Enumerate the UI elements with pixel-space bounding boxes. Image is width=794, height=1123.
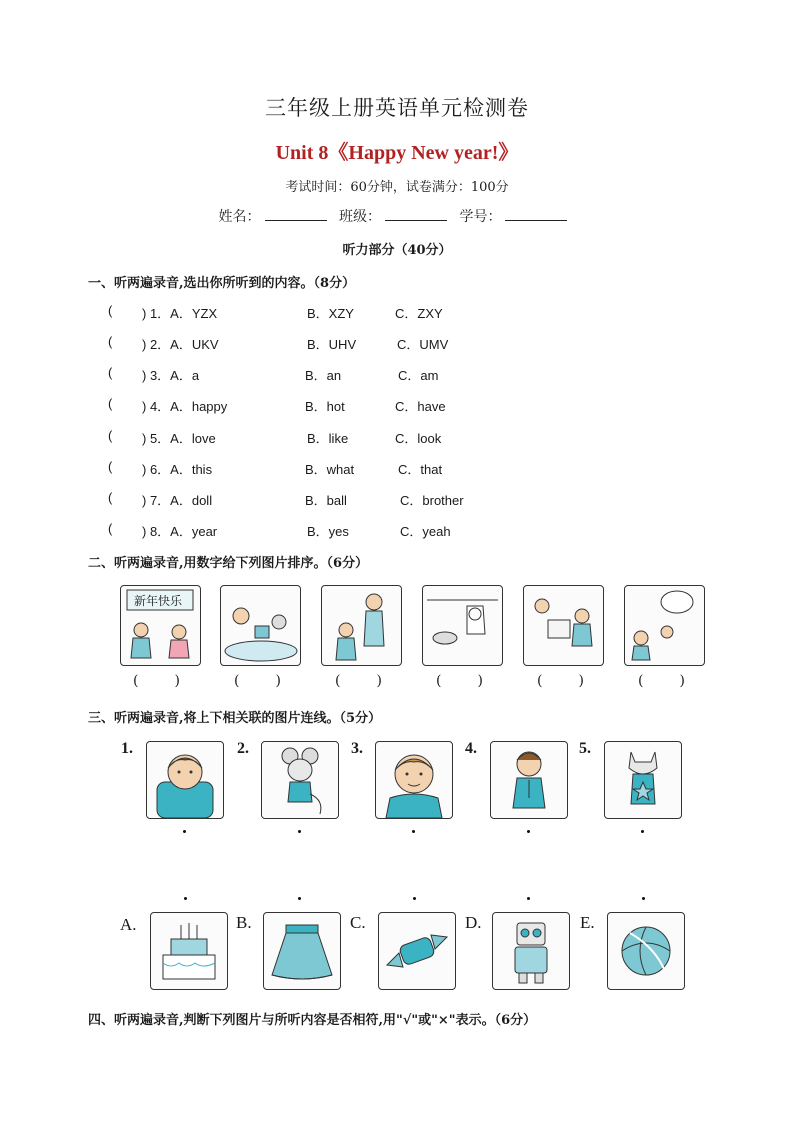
connect-dot[interactable]	[298, 897, 301, 900]
connect-dot[interactable]	[527, 830, 530, 833]
option-letter: D.	[465, 913, 482, 932]
skirt-picture	[263, 912, 341, 990]
family-icon	[322, 586, 401, 665]
option-letter: E.	[580, 913, 595, 932]
answer-bracket[interactable]: ( )	[638, 673, 685, 689]
question-row: ( ) 8．A．year B．yes C．yeah	[108, 521, 451, 539]
ball-icon	[608, 913, 684, 989]
banner-text: 新年快乐	[134, 594, 183, 608]
exam-title: 三年级上册英语单元检测卷	[265, 96, 529, 120]
class-label: 班级：	[339, 209, 381, 225]
connect-dot[interactable]	[412, 830, 415, 833]
cat-picture	[604, 741, 682, 819]
robot-picture	[492, 912, 570, 990]
section2-heading: 二、听两遍录音,用数字给下列图片排序。（6分）	[88, 556, 369, 571]
unit-subtitle: Unit 8《Happy New year!》	[275, 142, 519, 164]
question-row: ( ) 7．A．doll B．ball C．brother	[108, 490, 464, 508]
box-picture	[523, 585, 604, 666]
connect-dot[interactable]	[298, 830, 301, 833]
option-letter: A.	[120, 915, 137, 934]
exam-info: 考试时间：60分钟，试卷满分：100分	[285, 180, 509, 195]
candy-icon	[379, 913, 455, 989]
greeting-picture	[120, 585, 201, 666]
candy-picture	[378, 912, 456, 990]
skirt-icon	[264, 913, 340, 989]
gift-icon	[221, 586, 300, 665]
mouse-picture	[261, 741, 339, 819]
name-label: 姓名：	[218, 209, 261, 225]
girl-picture	[490, 741, 568, 819]
item-number: 5.	[579, 740, 591, 757]
connect-dot[interactable]	[184, 897, 187, 900]
listening-part-title: 听力部分（40分）	[342, 243, 452, 258]
boy-face-icon	[376, 742, 452, 818]
item-number: 2.	[237, 740, 249, 757]
answer-bracket[interactable]: ( )	[133, 673, 180, 689]
connect-dot[interactable]	[527, 897, 530, 900]
question-row: ( ) 6．A．this B．what C．that	[108, 459, 443, 477]
connect-dot[interactable]	[641, 830, 644, 833]
connect-dot[interactable]	[642, 897, 645, 900]
family-picture	[321, 585, 402, 666]
item-number: 1.	[121, 740, 133, 757]
cake-picture	[150, 912, 228, 990]
thought-bubble-icon	[625, 586, 704, 665]
dog-picture	[422, 585, 503, 666]
section4-heading: 四、听两遍录音,判断下列图片与所听内容是否相符,用"√"或"×"表示。（6分）	[88, 1013, 537, 1028]
thinking-picture	[624, 585, 705, 666]
class-blank[interactable]	[385, 208, 447, 221]
answer-bracket[interactable]: ( )	[436, 673, 483, 689]
mouse-icon	[262, 742, 338, 818]
item-number: 3.	[351, 740, 363, 757]
option-letter: B.	[236, 913, 252, 932]
cake-icon	[151, 913, 227, 989]
dog-icon	[423, 586, 502, 665]
ball-picture	[607, 912, 685, 990]
answer-bracket[interactable]: ( )	[234, 673, 281, 689]
id-label: 学号：	[459, 209, 502, 225]
item-number: 4.	[465, 740, 477, 757]
connect-dot[interactable]	[183, 830, 186, 833]
answer-bracket[interactable]: ( )	[335, 673, 382, 689]
robot-icon	[493, 913, 569, 989]
gift-picture	[220, 585, 301, 666]
section3-heading: 三、听两遍录音,将上下相关联的图片连线。（5分）	[88, 711, 382, 726]
section1-heading: 一、听两遍录音,选出你所听到的内容。（8分）	[88, 276, 356, 291]
question-row: ( ) 4．A．happy B．hot C．have	[108, 396, 446, 414]
question-row: ( ) 2．A．UKV B．UHV C．UMV	[108, 334, 449, 352]
question-row: ( ) 1．A．YZX B．XZY C．ZXY	[108, 303, 443, 321]
question-row: ( ) 5．A．love B．like C．look	[108, 428, 442, 446]
question-row: ( ) 3．A．a B．an C．am	[108, 365, 439, 383]
connect-dot[interactable]	[413, 897, 416, 900]
girl-icon	[491, 742, 567, 818]
cat-icon	[605, 742, 681, 818]
student-info-row	[0, 206, 794, 226]
answer-bracket[interactable]: ( )	[537, 673, 584, 689]
name-blank[interactable]	[265, 208, 327, 221]
id-blank[interactable]	[505, 208, 567, 221]
box-icon	[524, 586, 603, 665]
option-letter: C.	[350, 913, 366, 932]
boy-with-backpack-icon	[147, 742, 223, 818]
boy-face-picture	[375, 741, 453, 819]
boy-picture	[146, 741, 224, 819]
